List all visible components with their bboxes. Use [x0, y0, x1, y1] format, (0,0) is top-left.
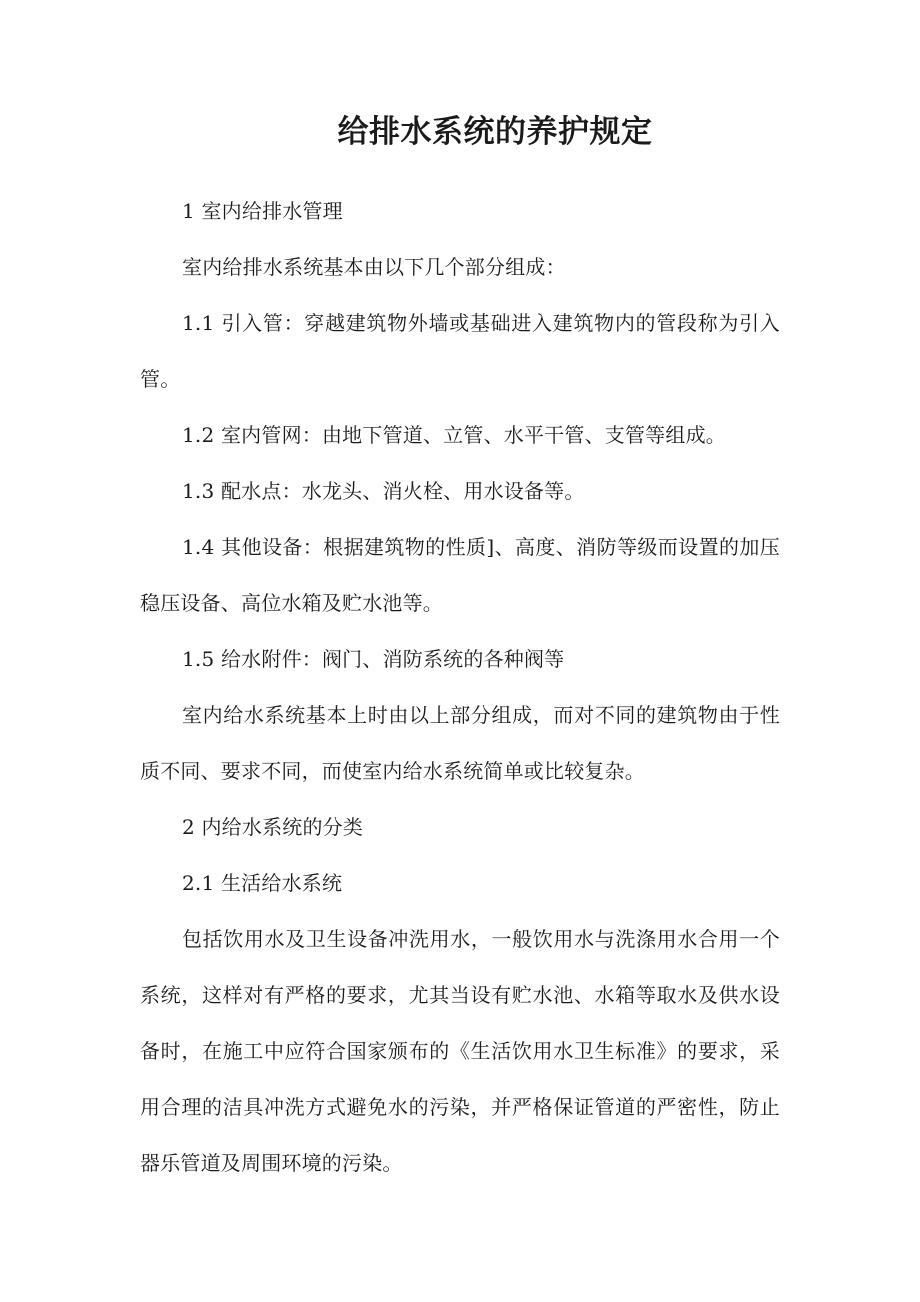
section-heading: 1 室内给排水管理: [182, 199, 343, 223]
document-body: [140, 183, 780, 1191]
paragraph: 室内给排水系统基本由以下几个部分组成：: [182, 255, 566, 279]
list-item: 1.1 引入管：穿越建筑物外墙或基础进入建筑物内的管段称为引入管。: [140, 311, 780, 391]
list-item: 1.4 其他设备：根据建筑物的性质]、高度、消防等级而设置的加压稳压设备、高位水箱及贮水池等。: [140, 535, 780, 615]
list-item: 1.3 配水点：水龙头、消火栓、用水设备等。: [182, 479, 585, 503]
paragraph: 包括饮用水及卫生设备冲洗用水，一般饮用水与洗涤用水合用一个系统，这样对有严格的要求，尤其当设有贮水池、水箱等取水及供水设备时，在施工中应符合国家颁布的《生活饮用水卫生标准》的要求，采用合理的洁具冲洗方式避免水的污染，并严格保证管道的严密性，防止器乐管道及周围环境的污染。: [140, 927, 780, 1175]
subsection-heading: 2.1 生活给水系统: [182, 871, 343, 895]
list-item: 1.5 给水附件：阀门、消防系统的各种阀等: [182, 647, 565, 671]
section-heading: 2 内给水系统的分类: [182, 815, 364, 839]
list-item: 1.2 室内管网：由地下管道、立管、水平干管、支管等组成。: [182, 423, 726, 447]
document-title: 给排水系统的养护规定: [337, 114, 653, 150]
paragraph: 室内给水系统基本上时由以上部分组成，而对不同的建筑物由于性质不同、要求不同，而使室内给水系统简单或比较复杂。: [140, 703, 780, 783]
